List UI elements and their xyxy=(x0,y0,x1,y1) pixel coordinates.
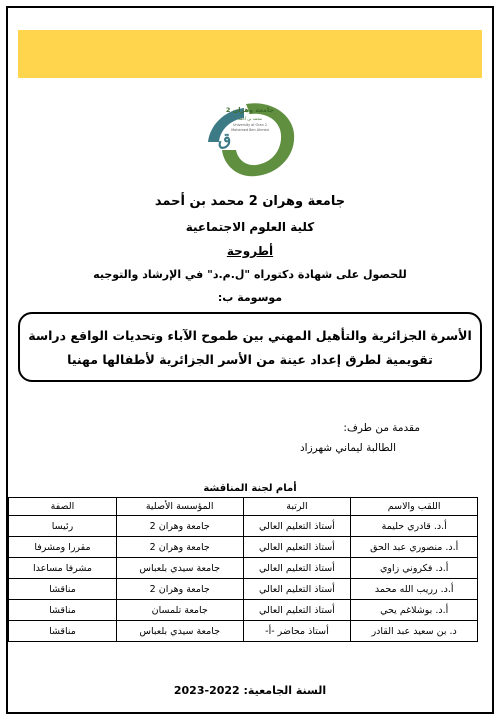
cell-institution: جامعة وهران 2 xyxy=(116,537,243,558)
svg-text:Mohamed Ben Ahmed: Mohamed Ben Ahmed xyxy=(231,128,269,132)
cell-institution: جامعة تلمسان xyxy=(116,600,243,621)
svg-text:جامعة وهران 2: جامعة وهران 2 xyxy=(225,106,275,114)
presented-by-label: مقدمة من طرف: xyxy=(343,422,420,434)
committee-heading: أمام لجنة المناقشة xyxy=(203,483,297,494)
university-name: جامعة وهران 2 محمد بن أحمد xyxy=(154,194,346,209)
cell-name: أ.د. منصوري عبد الحق xyxy=(351,537,478,558)
cell-rank: أستاذ التعليم العالي xyxy=(243,537,351,558)
table-row xyxy=(9,516,478,537)
thesis-title-box xyxy=(18,312,482,382)
cell-institution: جامعة وهران 2 xyxy=(116,579,243,600)
faculty-name: كلية العلوم الاجتماعية xyxy=(185,220,315,234)
thesis-title-line-2: تقويمية لطرق إعداد عينة من الأسر الجزائرية لأطفالها مهنيا xyxy=(67,352,433,367)
cell-rank: أستاذ التعليم العالي xyxy=(243,516,351,537)
committee-table xyxy=(8,497,478,642)
university-logo xyxy=(198,98,298,180)
document-type: أطروحة xyxy=(226,244,274,258)
table-row xyxy=(9,600,478,621)
cell-name: أ.د. بوشلاغم يحي xyxy=(351,600,478,621)
cell-rank: أستاذ محاضر -أ- xyxy=(243,621,351,642)
column-header-rank: الرتبة xyxy=(243,498,351,516)
cell-role: مناقشا xyxy=(9,579,117,600)
table-row xyxy=(9,579,478,600)
table-header-row xyxy=(9,498,478,516)
column-header-name: اللقب والاسم xyxy=(351,498,478,516)
cell-rank: أستاذ التعليم العالي xyxy=(243,579,351,600)
student-name: الطالبة ليماني شهرزاد xyxy=(299,442,396,454)
table-row xyxy=(9,621,478,642)
titled-label: موسومة ب: xyxy=(217,291,283,304)
cell-name: أ.د. رريب الله محمد xyxy=(351,579,478,600)
academic-year: السنة الجامعية: 2022-2023 xyxy=(173,684,327,697)
degree-purpose: للحصول على شهادة دكتوراه "ل.م.د" في الإرشاد والتوجيه xyxy=(93,268,407,281)
cell-institution: جامعة سيدي بلعباس xyxy=(116,558,243,579)
svg-text:ق: ق xyxy=(218,130,232,150)
cell-name: أ.د. فكروني زاوي xyxy=(351,558,478,579)
cell-role: مقررا ومشرفا xyxy=(9,537,117,558)
column-header-role: الصفة xyxy=(9,498,117,516)
cell-institution: جامعة سيدي بلعباس xyxy=(116,621,243,642)
cell-institution: جامعة وهران 2 xyxy=(116,516,243,537)
header-banner xyxy=(18,30,482,78)
svg-text:University of Oran 2: University of Oran 2 xyxy=(232,123,268,127)
cell-name: د. بن سعيد عبد القادر xyxy=(351,621,478,642)
cell-rank: أستاذ التعليم العالي xyxy=(243,600,351,621)
thesis-title-line-1: الأسرة الجزائرية والتأهيل المهني بين طموح الآباء وتحديات الواقع دراسة xyxy=(28,328,472,343)
cell-role: مشرفا مساعدا xyxy=(9,558,117,579)
cell-name: أ.د. قادري حليمة xyxy=(351,516,478,537)
column-header-institution: المؤسسة الأصلية xyxy=(116,498,243,516)
svg-text:محمد بن أحمد: محمد بن أحمد xyxy=(238,116,262,121)
cell-role: رئيسا xyxy=(9,516,117,537)
table-row xyxy=(9,558,478,579)
table-row xyxy=(9,537,478,558)
cell-rank: أستاذ التعليم العالي xyxy=(243,558,351,579)
cell-role: مناقشا xyxy=(9,621,117,642)
cell-role: مناقشا xyxy=(9,600,117,621)
